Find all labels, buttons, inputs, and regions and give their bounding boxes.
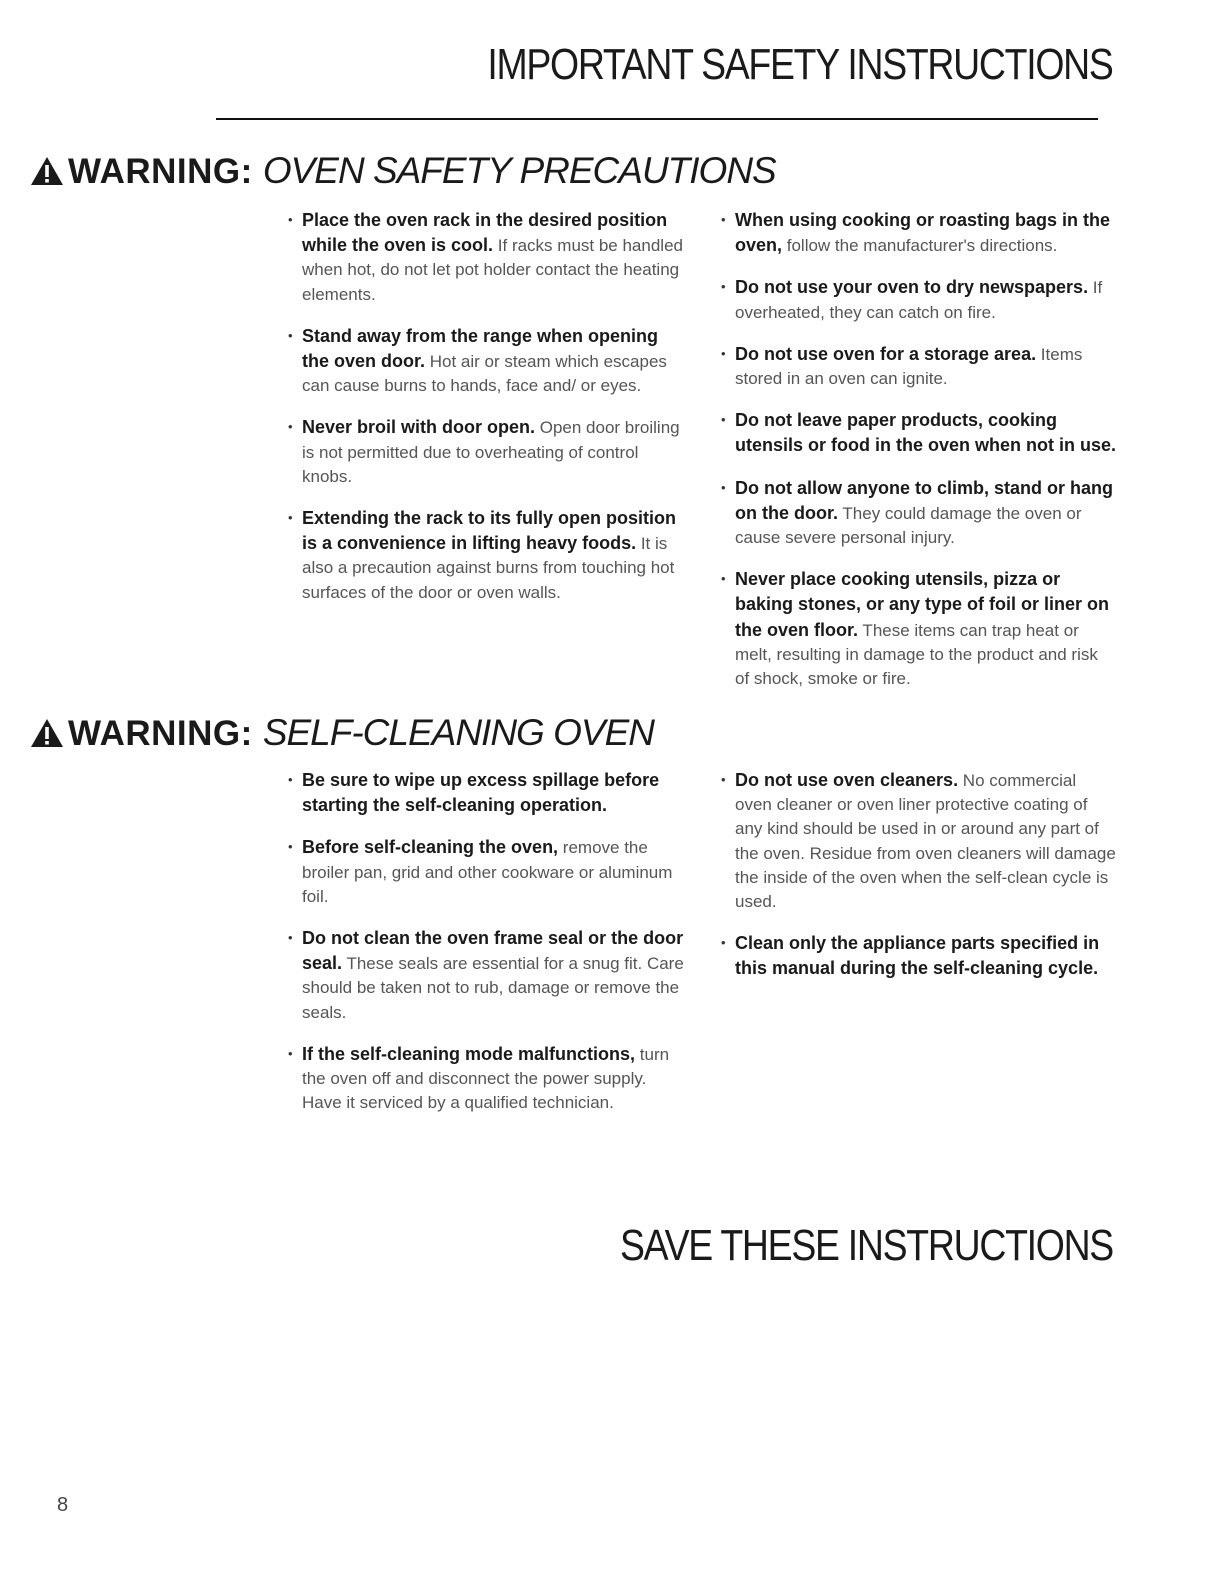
page-title: IMPORTANT SAFETY INSTRUCTIONS [487, 40, 1113, 89]
list-item: • Do not clean the oven frame seal or the door seal. These seals are essential for a snug fit. Care should be taken not to rub, damage or remove the seals. [288, 926, 688, 1025]
list-item: • Stand away from the range when opening the oven door. Hot air or steam which escapes can cause burns to hands, face and/ or eyes. [288, 324, 688, 399]
warning-triangle-icon [30, 156, 64, 186]
list-item: • Never broil with door open. Open door broiling is not permitted due to overheating of control knobs. [288, 415, 688, 489]
warning-topic: SELF-CLEANING OVEN [262, 712, 654, 753]
list-item: • Before self-cleaning the oven, remove the broiler pan, grid and other cookware or aluminum foil. [288, 835, 688, 909]
list-item: • Clean only the appliance parts specified in this manual during the self-cleaning cycle. [721, 931, 1116, 981]
list-item: • When using cooking or roasting bags in the oven, follow the manufacturer's directions. [721, 208, 1116, 258]
oven-safety-heading [30, 150, 776, 192]
warning-label: WARNING: [68, 714, 253, 753]
warning-label: WARNING: [68, 152, 253, 191]
page-number: 8 [57, 1494, 69, 1516]
title-rule [216, 118, 1098, 120]
self-cleaning-left-column [288, 768, 688, 1132]
list-item: • Do not use oven cleaners. No commercial oven cleaner or oven liner protective coating of any kind should be used in or around any part of the oven. Residue from oven cleaners will damage the inside of the oven when the self-clean cycle is used. [721, 768, 1116, 914]
oven-safety-right-column [721, 208, 1116, 708]
list-item: • Do not use your oven to dry newspapers. If overheated, they can catch on fire. [721, 275, 1116, 324]
list-item: • If the self-cleaning mode malfunctions, turn the oven off and disconnect the power supply. Have it serviced by a qualified technician. [288, 1042, 688, 1116]
list-item: • Do not use oven for a storage area. Items stored in an oven can ignite. [721, 342, 1116, 391]
warning-triangle-icon [30, 718, 64, 748]
list-item: • Do not leave paper products, cooking utensils or food in the oven when not in use. [721, 408, 1116, 458]
save-instructions-title: SAVE THESE INSTRUCTIONS [620, 1221, 1113, 1270]
list-item: • Do not allow anyone to climb, stand or hang on the door. They could damage the oven or cause severe personal injury. [721, 476, 1116, 551]
list-item: • Never place cooking utensils, pizza or baking stones, or any type of foil or liner on the oven floor. These items can trap heat or melt, resulting in damage to the product and risk of shock, smoke or fire. [721, 567, 1116, 691]
self-cleaning-right-column [721, 768, 1116, 999]
self-cleaning-heading [30, 712, 654, 754]
list-item: • Be sure to wipe up excess spillage before starting the self-cleaning operation. [288, 768, 688, 818]
oven-safety-left-column [288, 208, 688, 622]
list-item: • Extending the rack to its fully open position is a convenience in lifting heavy foods. It is also a precaution against burns from touching hot surfaces of the door or oven walls. [288, 506, 688, 605]
list-item: • Place the oven rack in the desired position while the oven is cool. If racks must be handled when hot, do not let pot holder contact the heating elements. [288, 208, 688, 307]
warning-topic: OVEN SAFETY PRECAUTIONS [262, 150, 776, 191]
